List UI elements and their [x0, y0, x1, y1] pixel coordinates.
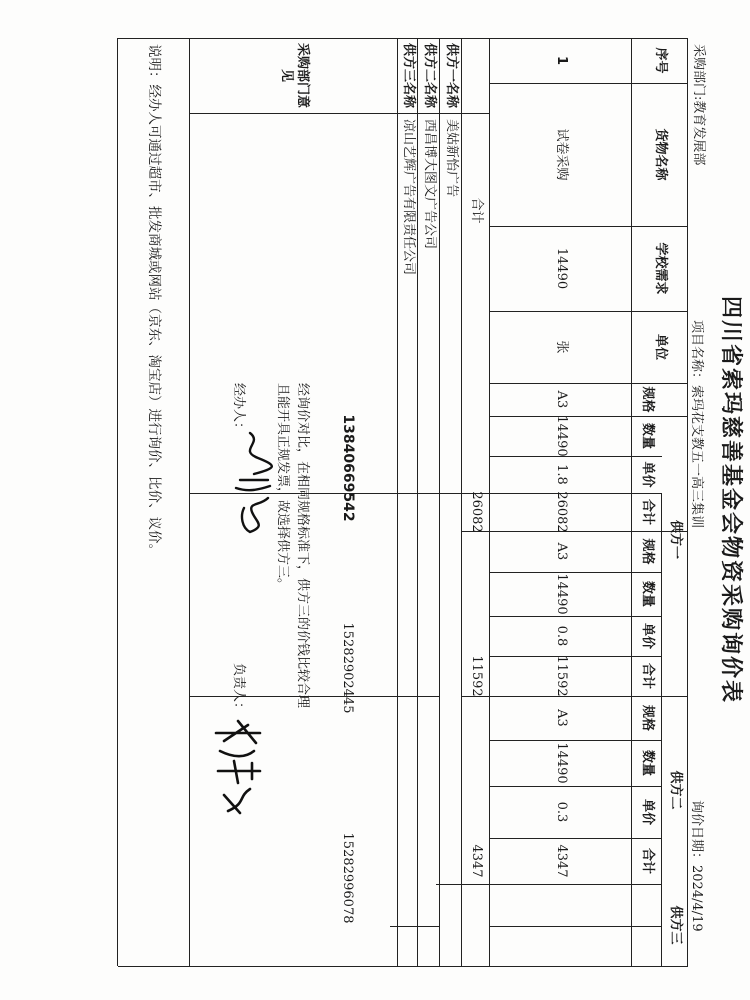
sum-s1: 26082: [469, 491, 485, 533]
header-s3-spec: 规格: [640, 704, 656, 731]
header-s2-total: 合计: [640, 662, 656, 689]
supplier2-label: 供方二名称: [422, 42, 438, 108]
project-name: 项目名称：索玛花支教五一高三集训: [689, 320, 704, 529]
department-label: 采购部门:教育发展部: [691, 44, 706, 166]
header-goods: 货物名称: [653, 128, 669, 181]
header-s1-total: 合计: [640, 498, 656, 525]
owner-label: 负责人：: [231, 663, 246, 716]
supplier2-phone: 15282902445: [340, 622, 356, 714]
supplier3-label: 供方三名称: [401, 42, 417, 108]
owner-signature: [208, 713, 268, 823]
opinion-text: 经询价对比，在相同规格标准下，供方三的价钱比较合理且能开具正规发票，故选择供方三。: [274, 383, 310, 709]
supplier2-name: 西昌博大图文广告公司: [422, 119, 438, 250]
row-seq: 1: [554, 55, 570, 66]
handler-signature: [228, 428, 288, 538]
header-supplier1: 供方一: [668, 519, 684, 559]
note-text: 说明：经办人可通过超市、批发商城或网站（京东、淘宝店）进行询价、比价、议价。: [146, 44, 163, 557]
quotation-sheet: [50, 30, 750, 970]
sum-s3: 4347: [469, 844, 485, 878]
header-s3-total: 合计: [640, 847, 656, 874]
header-s2-price: 单价: [640, 622, 656, 649]
row-s1-qty: 14490: [554, 415, 570, 457]
row-goods: 试卷采购: [554, 128, 570, 181]
quotation-table: [118, 38, 688, 966]
header-unit: 单位: [653, 333, 669, 360]
row-demand: 14490: [554, 247, 570, 290]
header-supplier3: 供方三: [668, 905, 684, 945]
row-s1-price: 1.8: [554, 464, 570, 485]
row-s3-qty: 14490: [554, 742, 570, 784]
header-s2-spec: 规格: [640, 538, 656, 565]
header-s3-price: 单价: [640, 798, 656, 825]
header-s1-spec: 规格: [640, 386, 656, 413]
row-s3-spec: A3: [554, 709, 570, 727]
supplier3-phone: 15282996078: [340, 832, 356, 924]
header-supplier2: 供方二: [668, 770, 684, 810]
header-s1-qty: 数量: [640, 422, 656, 449]
row-s3-price: 0.3: [554, 801, 570, 823]
opinion-label: 采购部门意见: [279, 42, 311, 108]
header-s1-price: 单价: [640, 461, 656, 488]
row-s1-total: 26082: [554, 491, 570, 533]
row-s2-price: 0.8: [554, 625, 570, 647]
sum-label: 合计: [469, 197, 485, 224]
row-s2-qty: 14490: [554, 573, 570, 615]
row-s2-spec: A3: [554, 542, 570, 561]
supplier1-phone: 13840669542: [339, 414, 356, 522]
supplier3-name: 凉山艺辉广告有限责任公司: [401, 119, 417, 276]
inquiry-date: 询价日期：2024/4/19: [689, 800, 704, 932]
page-title: 四川省索玛慈善基金会物资采购询价表: [718, 295, 743, 704]
row-s1-spec: A3: [554, 390, 570, 409]
row-s3-total: 4347: [554, 844, 570, 878]
handler-label: 经办人：: [231, 383, 246, 436]
header-s2-qty: 数量: [640, 580, 656, 607]
sum-s2: 11592: [469, 655, 485, 697]
supplier1-label: 供方一名称: [444, 42, 460, 108]
supplier1-name: 美姑新怡广告: [444, 119, 460, 198]
header-seq: 序号: [653, 47, 669, 74]
row-unit: 张: [554, 340, 570, 354]
header-demand: 学校需求: [653, 242, 669, 295]
row-s2-total: 11592: [554, 655, 570, 697]
header-s3-qty: 数量: [640, 749, 656, 776]
